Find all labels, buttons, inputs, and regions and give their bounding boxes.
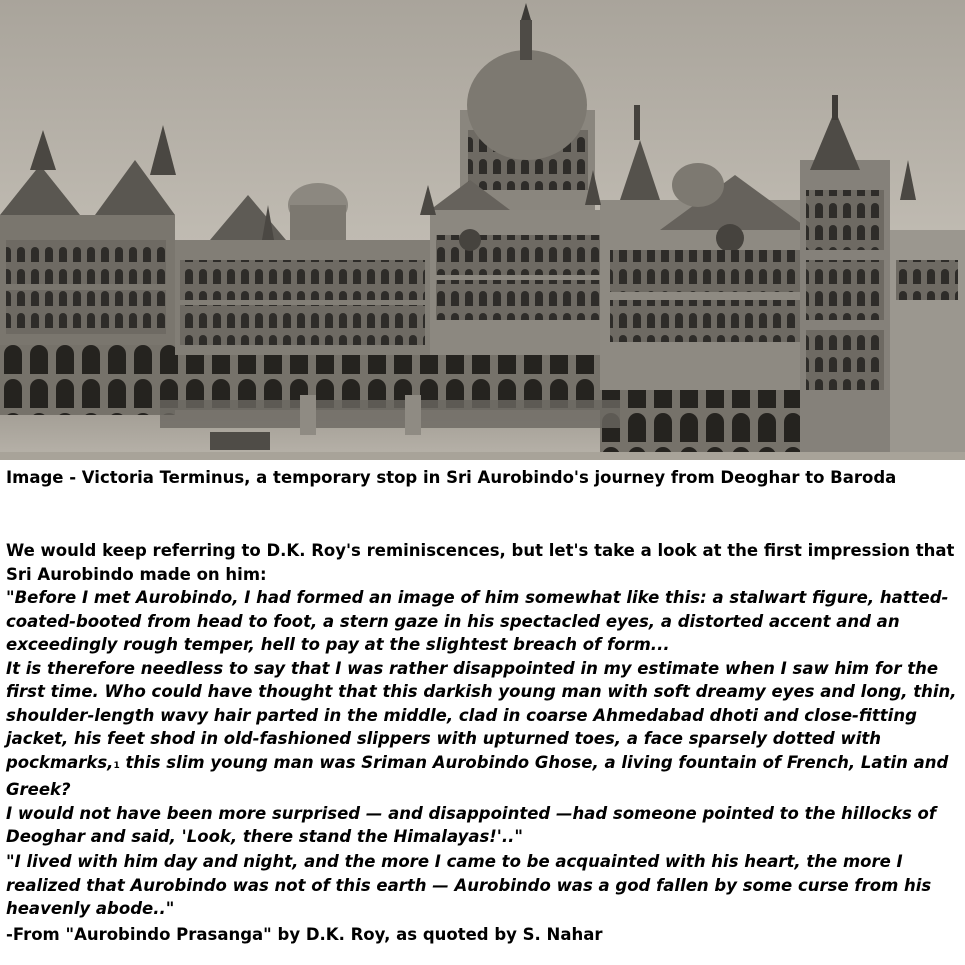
quote-paragraph-2 <box>6 657 961 802</box>
first-quote <box>6 586 961 849</box>
quote-paragraph-3: I would not have been more surprised — and disappointed —had someone pointed to the hillocks of Deoghar and said, 'Look, there stand the Himalayas!'.." <box>6 803 937 846</box>
building-photo-illustration <box>0 0 965 460</box>
footnote-marker: 1 <box>113 760 120 771</box>
intro-paragraph: We would keep referring to D.K. Roy's reminiscences, but let's take a look at the first impression that Sri Aurobindo made on him: <box>6 541 955 584</box>
second-quote: "I lived with him day and night, and the more I came to be acquainted with his heart, the more I realized that Aurobindo was not of this earth — Aurobindo was a god fallen by some curse from his heavenly abode.." <box>6 852 932 918</box>
image-caption: Image - Victoria Terminus, a temporary stop in Sri Aurobindo's journey from Deoghar to Baroda <box>6 468 897 487</box>
quote-paragraph-2-part-b: this slim young man was Sriman Aurobindo Ghose, a living fountain of French, Latin and Greek? <box>6 752 949 799</box>
quote-paragraph-1: "Before I met Aurobindo, I had formed an image of him somewhat like this: a stalwart figure, hatted-coated-booted from head to foot, a stern gaze in his spectacled eyes, a distorted accent and an exceedingly rough temper, hell to pay at the slightest breach of form... <box>6 588 949 654</box>
victoria-terminus-photo <box>0 0 965 460</box>
quote-paragraph-2-part-a: It is therefore needless to say that I was rather disappointed in my estimate when I saw him for the first time. Who could have thought that this darkish young man with soft dreamy eyes and long, thin, shoulder-length wavy hair parted in the middle, clad in coarse Ahmedabad dhoti and close-fitting jacket, his feet shod in old-fashioned slippers with upturned toes, a face sparsely dotted with pockmarks, <box>6 658 957 772</box>
source-citation: -From "Aurobindo Prasanga" by D.K. Roy, as quoted by S. Nahar <box>6 925 603 944</box>
